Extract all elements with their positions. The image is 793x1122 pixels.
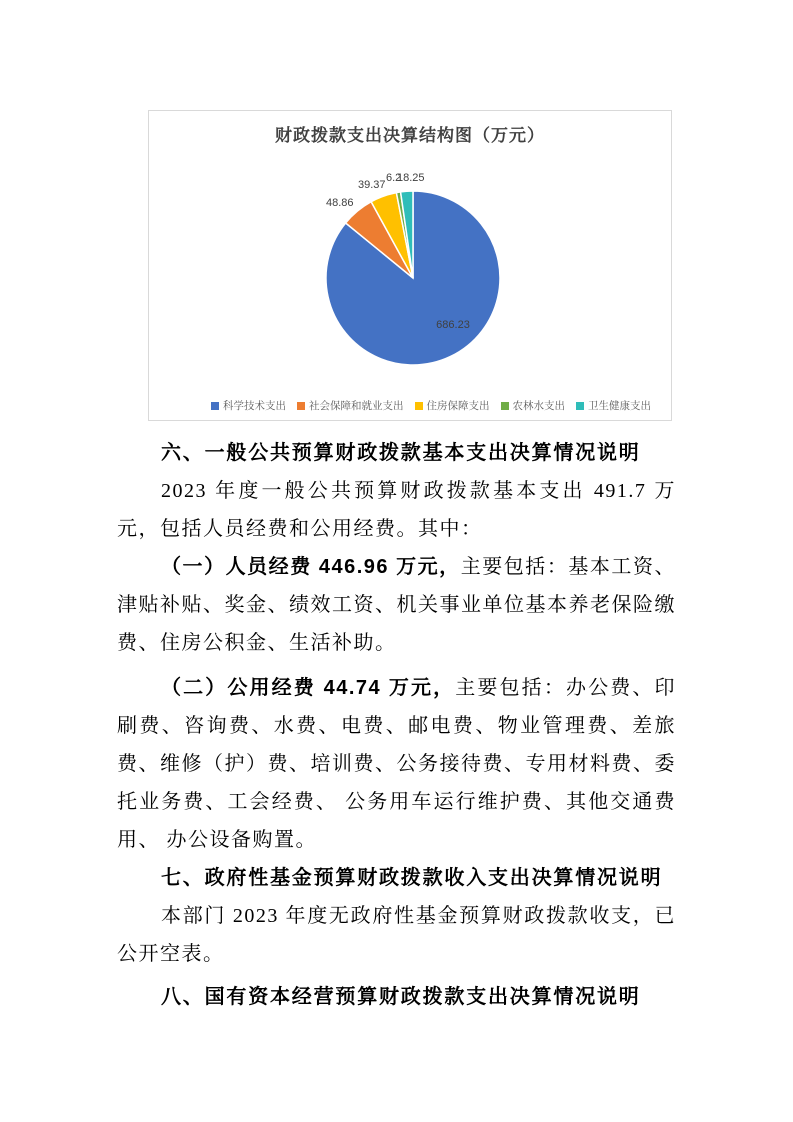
legend-label: 卫生健康支出	[588, 400, 651, 412]
legend-swatch	[501, 402, 509, 410]
text-run-bold: （二）公用经费 44.74 万元，	[161, 677, 456, 699]
legend-swatch	[297, 402, 305, 410]
legend-label: 科学技术支出	[223, 400, 286, 412]
legend-swatch	[415, 402, 423, 410]
chart-card	[148, 110, 672, 421]
pie-data-label-science: 686.23	[436, 319, 470, 331]
pie-data-label-agriculture: 6.2	[386, 172, 402, 184]
pie-chart	[149, 111, 673, 422]
legend-item-agriculture	[501, 398, 566, 413]
text-run-bold: （一）人员经费 446.96 万元，	[161, 556, 461, 578]
text-run: 本部门 2023 年度无政府性基金预算财政拨款收支，已公开空表。	[117, 905, 676, 965]
legend-item-social-security	[297, 398, 404, 413]
paragraph-gov-fund	[117, 897, 676, 973]
legend-label: 农林水支出	[512, 400, 565, 412]
legend-item-housing	[415, 398, 490, 413]
legend-item-science	[211, 398, 286, 413]
legend-label: 住房保障支出	[426, 400, 490, 412]
legend-swatch	[211, 402, 219, 410]
section-heading-7: 七、政府性基金预算财政拨款收入支出决算情况说明	[161, 867, 663, 889]
pie-data-label-housing: 39.37	[358, 179, 386, 191]
pie-data-label-social-security: 48.86	[326, 197, 354, 209]
section-heading-6: 六、一般公共预算财政拨款基本支出决算情况说明	[161, 442, 641, 464]
chart-legend	[149, 398, 671, 413]
legend-item-health	[576, 398, 651, 413]
paragraph-basic-expenditure	[117, 472, 676, 548]
section-heading-8: 八、国有资本经营预算财政拨款支出决算情况说明	[161, 986, 641, 1008]
text-run: 主要包括：办公费、印刷费、咨询费、水费、电费、邮电费、物业管理费、差旅费、维修（护）费、培训费、公务接待费、专用材料费、委托业务费、工会经费、 公务用车运行维护费、其他交通费用、 办公设备购置。	[117, 677, 676, 851]
legend-swatch	[576, 402, 584, 410]
document-content	[117, 434, 676, 1016]
text-run: 主要包括：基本工资、津贴补贴、奖金、绩效工资、机关事业单位基本养老保险缴费、住房公积金、生活补助。	[117, 556, 676, 654]
pie-data-label-health: 18.25	[397, 172, 425, 184]
chart-title: 财政拨款支出决算结构图（万元）	[275, 126, 545, 145]
paragraph-public-funds	[117, 669, 676, 859]
legend-label: 社会保障和就业支出	[309, 400, 404, 412]
text-run: 2023 年度一般公共预算财政拨款基本支出 491.7 万元，包括人员经费和公用经费。其中：	[117, 480, 676, 540]
paragraph-personnel-funds	[117, 548, 676, 662]
